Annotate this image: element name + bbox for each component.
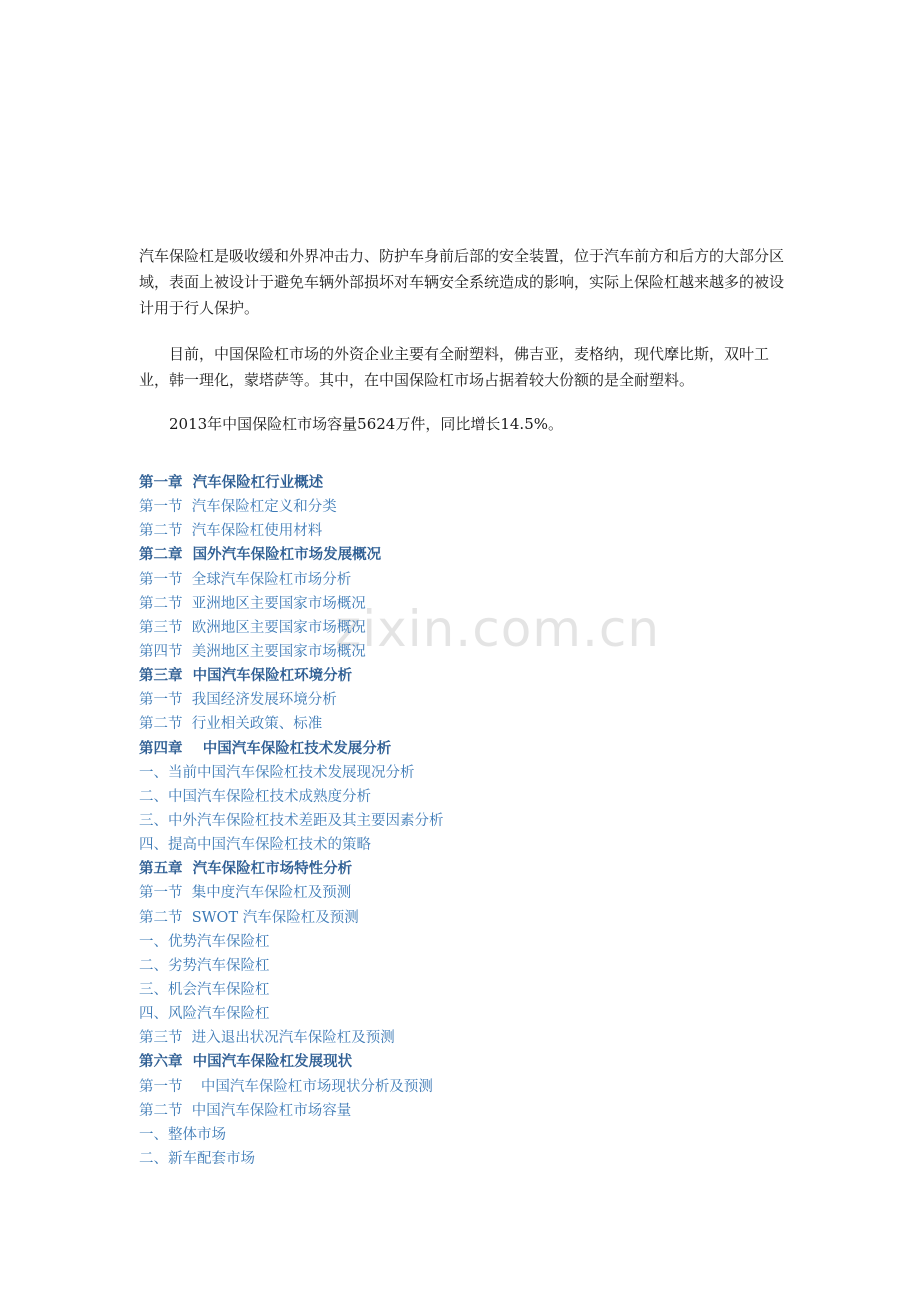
toc-entry[interactable]: 四、提高中国汽车保险杠技术的策略 [139, 837, 371, 854]
toc-entry[interactable]: 第一节 汽车保险杠定义和分类 [139, 499, 337, 516]
toc-entry[interactable]: 三、中外汽车保险杠技术差距及其主要因素分析 [139, 812, 444, 829]
toc-entry[interactable]: 二、中国汽车保险杠技术成熟度分析 [139, 788, 371, 805]
watermark-text: zixin.com.cn [335, 600, 661, 658]
toc-entry[interactable]: 第二节 中国汽车保险杠市场容量 [139, 1102, 352, 1119]
toc-chapter-heading[interactable]: 第一章 汽车保险杠行业概述 [139, 474, 324, 491]
toc-entry[interactable]: 第二节 SWOT 汽车保险杠及预测 [139, 909, 359, 926]
toc-chapter-heading[interactable]: 第三章 中国汽车保险杠环境分析 [139, 667, 353, 685]
toc-entry[interactable]: 第一节 我国经济发展环境分析 [139, 692, 337, 709]
toc-entry[interactable]: 一、优势汽车保险杠 [139, 933, 270, 950]
intro-paragraph-3: 2013年中国保险杠市场容量5624万件，同比增长14.5%。 [169, 415, 564, 433]
toc-chapter-heading[interactable]: 第六章 中国汽车保险杠发展现状 [139, 1053, 353, 1071]
toc-entry[interactable]: 第四节 美洲地区主要国家市场概况 [139, 643, 366, 660]
toc-entry[interactable]: 二、新车配套市场 [139, 1150, 255, 1167]
intro-paragraph-2: 目前，中国保险杠市场的外资企业主要有全耐塑料，佛吉亚，麦格纳，现代摩比斯，双叶工业，韩一理化，蒙塔萨等。其中，在中国保险杠市场占据着较大份额的是全耐塑料。 [139, 345, 770, 389]
toc-entry[interactable]: 第二节 亚洲地区主要国家市场概况 [139, 595, 366, 612]
toc-chapter-heading[interactable]: 第四章 中国汽车保险杠技术发展分析 [139, 739, 392, 757]
toc-entry[interactable]: 第二节 汽车保险杠使用材料 [139, 523, 323, 540]
toc-chapter-heading[interactable]: 第五章 汽车保险杠市场特性分析 [139, 860, 353, 878]
toc-entry[interactable]: 一、当前中国汽车保险杠技术发展现况分析 [139, 764, 415, 781]
toc-chapter-heading[interactable]: 第二章 国外汽车保险杠市场发展概况 [139, 546, 382, 564]
toc-entry[interactable]: 第一节 中国汽车保险杠市场现状分析及预测 [139, 1078, 433, 1095]
toc-entry[interactable]: 第一节 集中度汽车保险杠及预测 [139, 885, 352, 902]
toc-entry[interactable]: 四、风险汽车保险杠 [139, 1006, 270, 1023]
toc-entry[interactable]: 第二节 行业相关政策、标准 [139, 716, 323, 733]
toc-entry[interactable]: 第一节 全球汽车保险杠市场分析 [139, 571, 352, 588]
intro-paragraph-1: 汽车保险杠是吸收缓和外界冲击力、防护车身前后部的安全装置，位于汽车前方和后方的大部分区域，表面上被设计于避免车辆外部损坏对车辆安全系统造成的影响，实际上保险杠越来越多的被设计用于行人保护。 [139, 247, 785, 317]
toc-entry[interactable]: 第三节 欧洲地区主要国家市场概况 [139, 619, 366, 636]
toc-entry[interactable]: 第三节 进入退出状况汽车保险杠及预测 [139, 1030, 395, 1047]
toc-entry[interactable]: 二、劣势汽车保险杠 [139, 957, 270, 974]
toc-entry[interactable]: 三、机会汽车保险杠 [139, 981, 270, 998]
table-of-contents [139, 471, 799, 1171]
toc-entry[interactable]: 一、整体市场 [139, 1126, 226, 1143]
